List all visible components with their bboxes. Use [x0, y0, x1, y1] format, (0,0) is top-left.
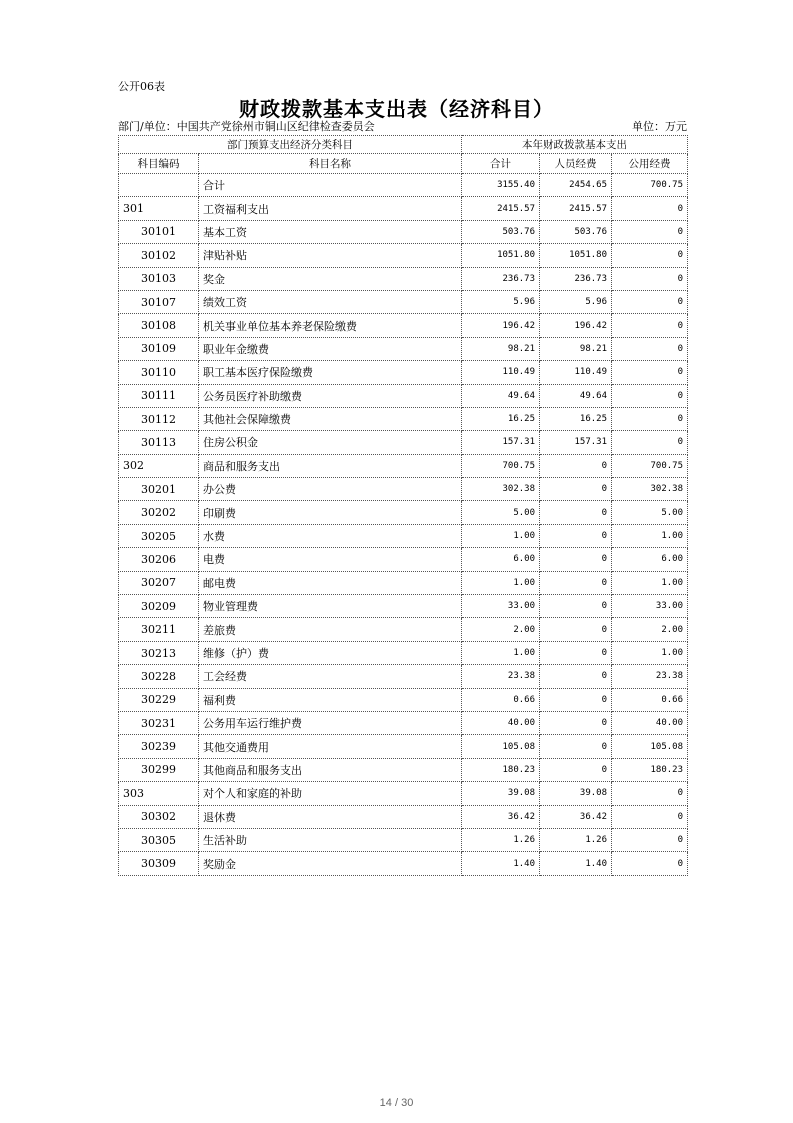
header-group-economic-class: 部门预算支出经济分类科目 [119, 136, 462, 154]
row-public: 180.23 [612, 758, 688, 781]
page-title: 财政拨款基本支出表（经济科目） [239, 97, 554, 121]
row-code: 30112 [119, 407, 199, 430]
form-number: 公开06表 [118, 80, 165, 93]
row-name: 办公费 [199, 478, 462, 501]
row-code [119, 174, 199, 197]
row-personnel: 1051.80 [540, 244, 612, 267]
header-code: 科目编码 [119, 154, 199, 174]
row-name: 职业年金缴费 [199, 337, 462, 360]
row-code: 30201 [119, 478, 199, 501]
table-row [119, 290, 688, 313]
row-total: 110.49 [462, 361, 540, 384]
row-code: 30211 [119, 618, 199, 641]
row-personnel: 16.25 [540, 407, 612, 430]
row-code: 303 [119, 782, 199, 805]
row-personnel: 0 [540, 618, 612, 641]
row-public: 0 [612, 852, 688, 875]
row-code: 30110 [119, 361, 199, 384]
row-total: 1.00 [462, 571, 540, 594]
row-public: 105.08 [612, 735, 688, 758]
row-personnel: 49.64 [540, 384, 612, 407]
page-indicator: 14 / 30 [379, 1097, 414, 1109]
row-personnel: 0 [540, 758, 612, 781]
row-code: 30111 [119, 384, 199, 407]
row-total: 105.08 [462, 735, 540, 758]
row-total: 196.42 [462, 314, 540, 337]
table-row [119, 571, 688, 594]
row-personnel: 0 [540, 524, 612, 547]
row-code: 30239 [119, 735, 199, 758]
row-public: 0 [612, 805, 688, 828]
table-row [119, 852, 688, 875]
row-personnel: 1.40 [540, 852, 612, 875]
row-personnel: 2454.65 [540, 174, 612, 197]
row-public: 0 [612, 220, 688, 243]
row-name: 工资福利支出 [199, 197, 462, 220]
table-row [119, 828, 688, 851]
row-public: 0.66 [612, 688, 688, 711]
row-total: 180.23 [462, 758, 540, 781]
row-total: 1.40 [462, 852, 540, 875]
row-name: 电费 [199, 548, 462, 571]
row-total: 2415.57 [462, 197, 540, 220]
row-public: 0 [612, 407, 688, 430]
row-total: 5.00 [462, 501, 540, 524]
department-label: 部门/单位：中国共产党徐州市铜山区纪律检查委员会 [118, 120, 375, 133]
row-name: 福利费 [199, 688, 462, 711]
row-public: 302.38 [612, 478, 688, 501]
row-name: 津贴补贴 [199, 244, 462, 267]
row-public: 0 [612, 314, 688, 337]
row-total: 1.26 [462, 828, 540, 851]
row-name: 住房公积金 [199, 431, 462, 454]
row-total: 16.25 [462, 407, 540, 430]
row-name: 水费 [199, 524, 462, 547]
row-total: 0.66 [462, 688, 540, 711]
row-personnel: 110.49 [540, 361, 612, 384]
row-code: 30113 [119, 431, 199, 454]
row-personnel: 196.42 [540, 314, 612, 337]
row-total: 236.73 [462, 267, 540, 290]
row-public: 700.75 [612, 454, 688, 477]
header-personnel: 人员经费 [540, 154, 612, 174]
row-total: 157.31 [462, 431, 540, 454]
row-code: 30101 [119, 220, 199, 243]
header-public: 公用经费 [612, 154, 688, 174]
table-row [119, 267, 688, 290]
row-total: 36.42 [462, 805, 540, 828]
row-personnel: 0 [540, 665, 612, 688]
row-personnel: 236.73 [540, 267, 612, 290]
row-total: 1051.80 [462, 244, 540, 267]
row-code: 30302 [119, 805, 199, 828]
row-personnel: 0 [540, 501, 612, 524]
row-code: 30103 [119, 267, 199, 290]
expenditure-table [118, 135, 688, 876]
row-total: 2.00 [462, 618, 540, 641]
row-name: 职工基本医疗保险缴费 [199, 361, 462, 384]
row-name: 印刷费 [199, 501, 462, 524]
table-row [119, 782, 688, 805]
row-total: 302.38 [462, 478, 540, 501]
row-personnel: 0 [540, 711, 612, 734]
row-public: 0 [612, 290, 688, 313]
row-code: 30228 [119, 665, 199, 688]
row-total: 98.21 [462, 337, 540, 360]
table-row [119, 758, 688, 781]
row-name: 公务员医疗补助缴费 [199, 384, 462, 407]
row-public: 0 [612, 782, 688, 805]
row-total: 1.00 [462, 641, 540, 664]
row-name: 其他商品和服务支出 [199, 758, 462, 781]
row-name: 机关事业单位基本养老保险缴费 [199, 314, 462, 337]
row-name: 生活补助 [199, 828, 462, 851]
row-code: 30207 [119, 571, 199, 594]
row-total: 33.00 [462, 595, 540, 618]
table-row [119, 174, 688, 197]
row-personnel: 0 [540, 571, 612, 594]
row-code: 30229 [119, 688, 199, 711]
row-code: 30108 [119, 314, 199, 337]
row-name: 维修（护）费 [199, 641, 462, 664]
row-personnel: 2415.57 [540, 197, 612, 220]
row-name: 奖励金 [199, 852, 462, 875]
row-code: 30309 [119, 852, 199, 875]
row-public: 1.00 [612, 571, 688, 594]
table-row [119, 220, 688, 243]
row-personnel: 157.31 [540, 431, 612, 454]
table-row [119, 244, 688, 267]
row-public: 700.75 [612, 174, 688, 197]
row-personnel: 39.08 [540, 782, 612, 805]
row-public: 33.00 [612, 595, 688, 618]
table-row [119, 665, 688, 688]
row-public: 6.00 [612, 548, 688, 571]
row-code: 30206 [119, 548, 199, 571]
row-code: 301 [119, 197, 199, 220]
header-name: 科目名称 [199, 154, 462, 174]
row-name: 合计 [199, 174, 462, 197]
table-row [119, 337, 688, 360]
row-public: 0 [612, 337, 688, 360]
row-public: 0 [612, 361, 688, 384]
row-total: 6.00 [462, 548, 540, 571]
row-personnel: 0 [540, 735, 612, 758]
row-code: 30202 [119, 501, 199, 524]
row-name: 差旅费 [199, 618, 462, 641]
table-row [119, 595, 688, 618]
row-public: 5.00 [612, 501, 688, 524]
row-personnel: 0 [540, 454, 612, 477]
table-row [119, 361, 688, 384]
row-total: 23.38 [462, 665, 540, 688]
row-public: 40.00 [612, 711, 688, 734]
row-name: 绩效工资 [199, 290, 462, 313]
row-name: 公务用车运行维护费 [199, 711, 462, 734]
row-name: 退休费 [199, 805, 462, 828]
row-public: 0 [612, 197, 688, 220]
row-total: 49.64 [462, 384, 540, 407]
table-row [119, 735, 688, 758]
row-public: 23.38 [612, 665, 688, 688]
row-code: 30213 [119, 641, 199, 664]
row-total: 503.76 [462, 220, 540, 243]
row-name: 邮电费 [199, 571, 462, 594]
table-row [119, 478, 688, 501]
row-code: 30209 [119, 595, 199, 618]
row-code: 30305 [119, 828, 199, 851]
table-row [119, 618, 688, 641]
row-total: 5.96 [462, 290, 540, 313]
row-public: 0 [612, 384, 688, 407]
row-total: 1.00 [462, 524, 540, 547]
table-row [119, 384, 688, 407]
row-code: 30107 [119, 290, 199, 313]
row-public: 1.00 [612, 524, 688, 547]
row-total: 39.08 [462, 782, 540, 805]
row-code: 30299 [119, 758, 199, 781]
header-group-basic-expenditure: 本年财政拨款基本支出 [462, 136, 688, 154]
table-row [119, 431, 688, 454]
row-public: 0 [612, 431, 688, 454]
row-name: 基本工资 [199, 220, 462, 243]
row-code: 30231 [119, 711, 199, 734]
row-name: 工会经费 [199, 665, 462, 688]
header-total: 合计 [462, 154, 540, 174]
table-row [119, 454, 688, 477]
table-row [119, 641, 688, 664]
table-row [119, 548, 688, 571]
row-public: 1.00 [612, 641, 688, 664]
row-personnel: 98.21 [540, 337, 612, 360]
table-row [119, 688, 688, 711]
row-personnel: 36.42 [540, 805, 612, 828]
row-public: 0 [612, 244, 688, 267]
row-total: 40.00 [462, 711, 540, 734]
row-name: 商品和服务支出 [199, 454, 462, 477]
row-code: 30205 [119, 524, 199, 547]
row-personnel: 5.96 [540, 290, 612, 313]
row-name: 其他交通费用 [199, 735, 462, 758]
row-name: 对个人和家庭的补助 [199, 782, 462, 805]
row-name: 物业管理费 [199, 595, 462, 618]
table-row [119, 501, 688, 524]
row-personnel: 0 [540, 688, 612, 711]
row-personnel: 1.26 [540, 828, 612, 851]
row-total: 3155.40 [462, 174, 540, 197]
row-public: 0 [612, 267, 688, 290]
row-personnel: 503.76 [540, 220, 612, 243]
row-personnel: 0 [540, 548, 612, 571]
row-code: 30102 [119, 244, 199, 267]
row-total: 700.75 [462, 454, 540, 477]
table-body [119, 174, 688, 876]
table-row [119, 197, 688, 220]
table-row [119, 805, 688, 828]
row-name: 奖金 [199, 267, 462, 290]
row-name: 其他社会保障缴费 [199, 407, 462, 430]
table-row [119, 524, 688, 547]
unit-label: 单位：万元 [632, 120, 687, 133]
row-personnel: 0 [540, 641, 612, 664]
row-code: 30109 [119, 337, 199, 360]
row-personnel: 0 [540, 595, 612, 618]
row-personnel: 0 [540, 478, 612, 501]
row-public: 0 [612, 828, 688, 851]
row-code: 302 [119, 454, 199, 477]
table-row [119, 711, 688, 734]
table-row [119, 407, 688, 430]
table-row [119, 314, 688, 337]
row-public: 2.00 [612, 618, 688, 641]
